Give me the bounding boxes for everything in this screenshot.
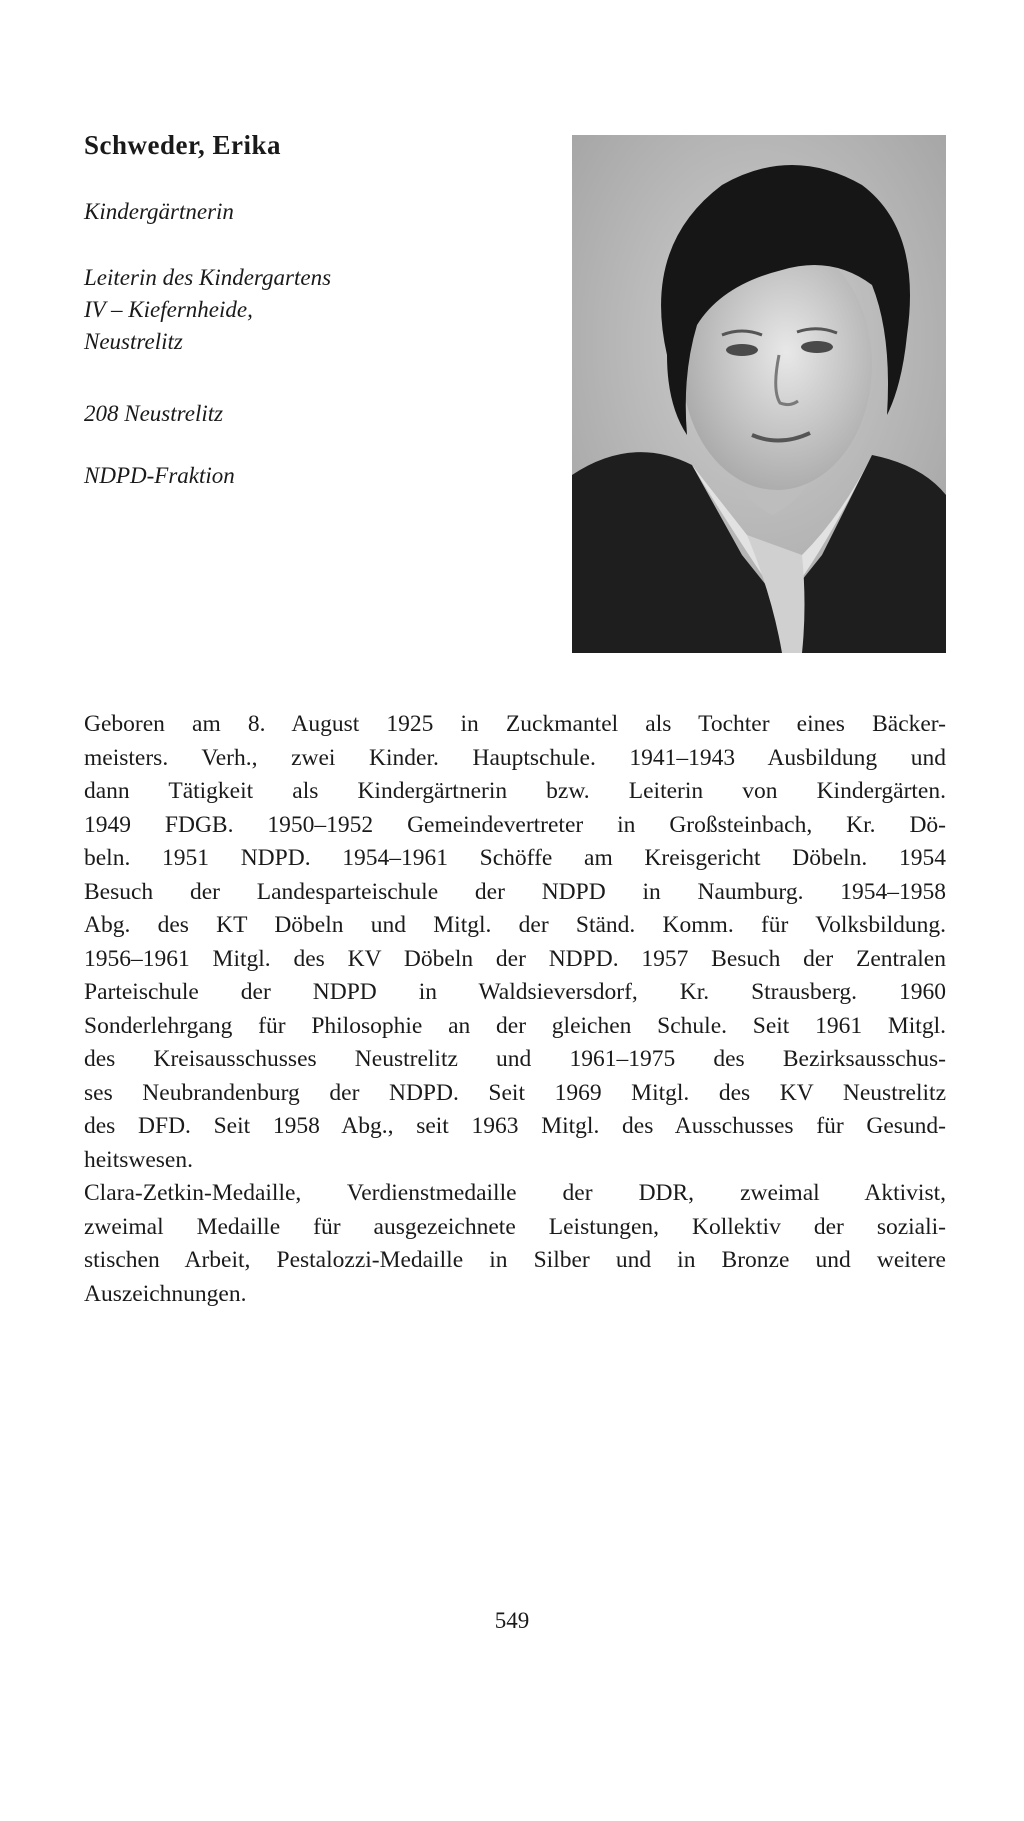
bio-line: Besuch der Landesparteischule der NDPD in Naumburg. 1954–1958 <box>84 878 946 905</box>
awards-line: stischen Arbeit, Pestalozzi-Medaille in Silber und in Bronze und weitere <box>84 1247 946 1273</box>
workplace <box>84 262 331 358</box>
address <box>84 398 223 430</box>
bio-line: 1956–1961 Mitgl. des KV Döbeln der NDPD. 1957 Besuch der Zentralen <box>84 945 946 972</box>
portrait-photo-icon <box>572 135 946 653</box>
bio-line: Sonderlehrgang für Philosophie an der gleichen Schule. Seit 1961 Mitgl. <box>84 1012 946 1039</box>
bio-line: heitswesen. <box>84 1146 193 1173</box>
workplace-line: Leiterin des Kindergartens <box>84 265 332 290</box>
awards-line: Clara-Zetkin-Medaille, Verdienstmedaille der DDR, zweimal Aktivist, <box>84 1180 946 1206</box>
awards-line: Auszeichnungen. <box>84 1280 247 1307</box>
awards-line: zweimal Medaille für ausgezeichnete Leistungen, Kollektiv der soziali- <box>84 1213 946 1240</box>
bio-line: meisters. Verh., zwei Kinder. Hauptschule. 1941–1943 Ausbildung und <box>84 744 946 771</box>
bio-line: beln. 1951 NDPD. 1954–1961 Schöffe am Kreisgericht Döbeln. 1954 <box>84 845 946 871</box>
bio-line: dann Tätigkeit als Kindergärtnerin bzw. Leiterin von Kindergärten. <box>84 778 946 804</box>
address-text: 208 Neustrelitz <box>84 401 224 426</box>
bio-line: des Kreisausschusses Neustrelitz und 1961–1975 des Bezirksausschus- <box>84 1046 946 1072</box>
bio-line: Geboren am 8. August 1925 in Zuckmantel als Tochter eines Bäcker- <box>84 711 946 737</box>
page-number: 549 <box>494 1608 530 1633</box>
workplace-line: Neustrelitz <box>84 329 183 354</box>
workplace-line: IV – Kiefernheide, <box>84 297 253 322</box>
person-name: Schweder, Erika <box>84 130 282 160</box>
bio-line: 1949 FDGB. 1950–1952 Gemeindevertreter in Großsteinbach, Kr. Dö- <box>84 811 946 838</box>
portrait-photo <box>572 135 946 653</box>
biography <box>84 708 946 1311</box>
bio-line: des DFD. Seit 1958 Abg., seit 1963 Mitgl. des Ausschusses für Gesund- <box>84 1113 946 1139</box>
faction <box>84 460 235 492</box>
occupation-text: Kindergärtnerin <box>84 199 234 224</box>
occupation <box>84 196 234 228</box>
bio-line: Parteischule der NDPD in Waldsieversdorf, Kr. Strausberg. 1960 <box>84 979 946 1005</box>
bio-line: ses Neubrandenburg der NDPD. Seit 1969 Mitgl. des KV Neustrelitz <box>84 1079 946 1106</box>
bio-line: Abg. des KT Döbeln und Mitgl. der Ständ. Komm. für Volksbildung. <box>84 912 946 938</box>
faction-text: NDPD-Fraktion <box>84 463 235 488</box>
